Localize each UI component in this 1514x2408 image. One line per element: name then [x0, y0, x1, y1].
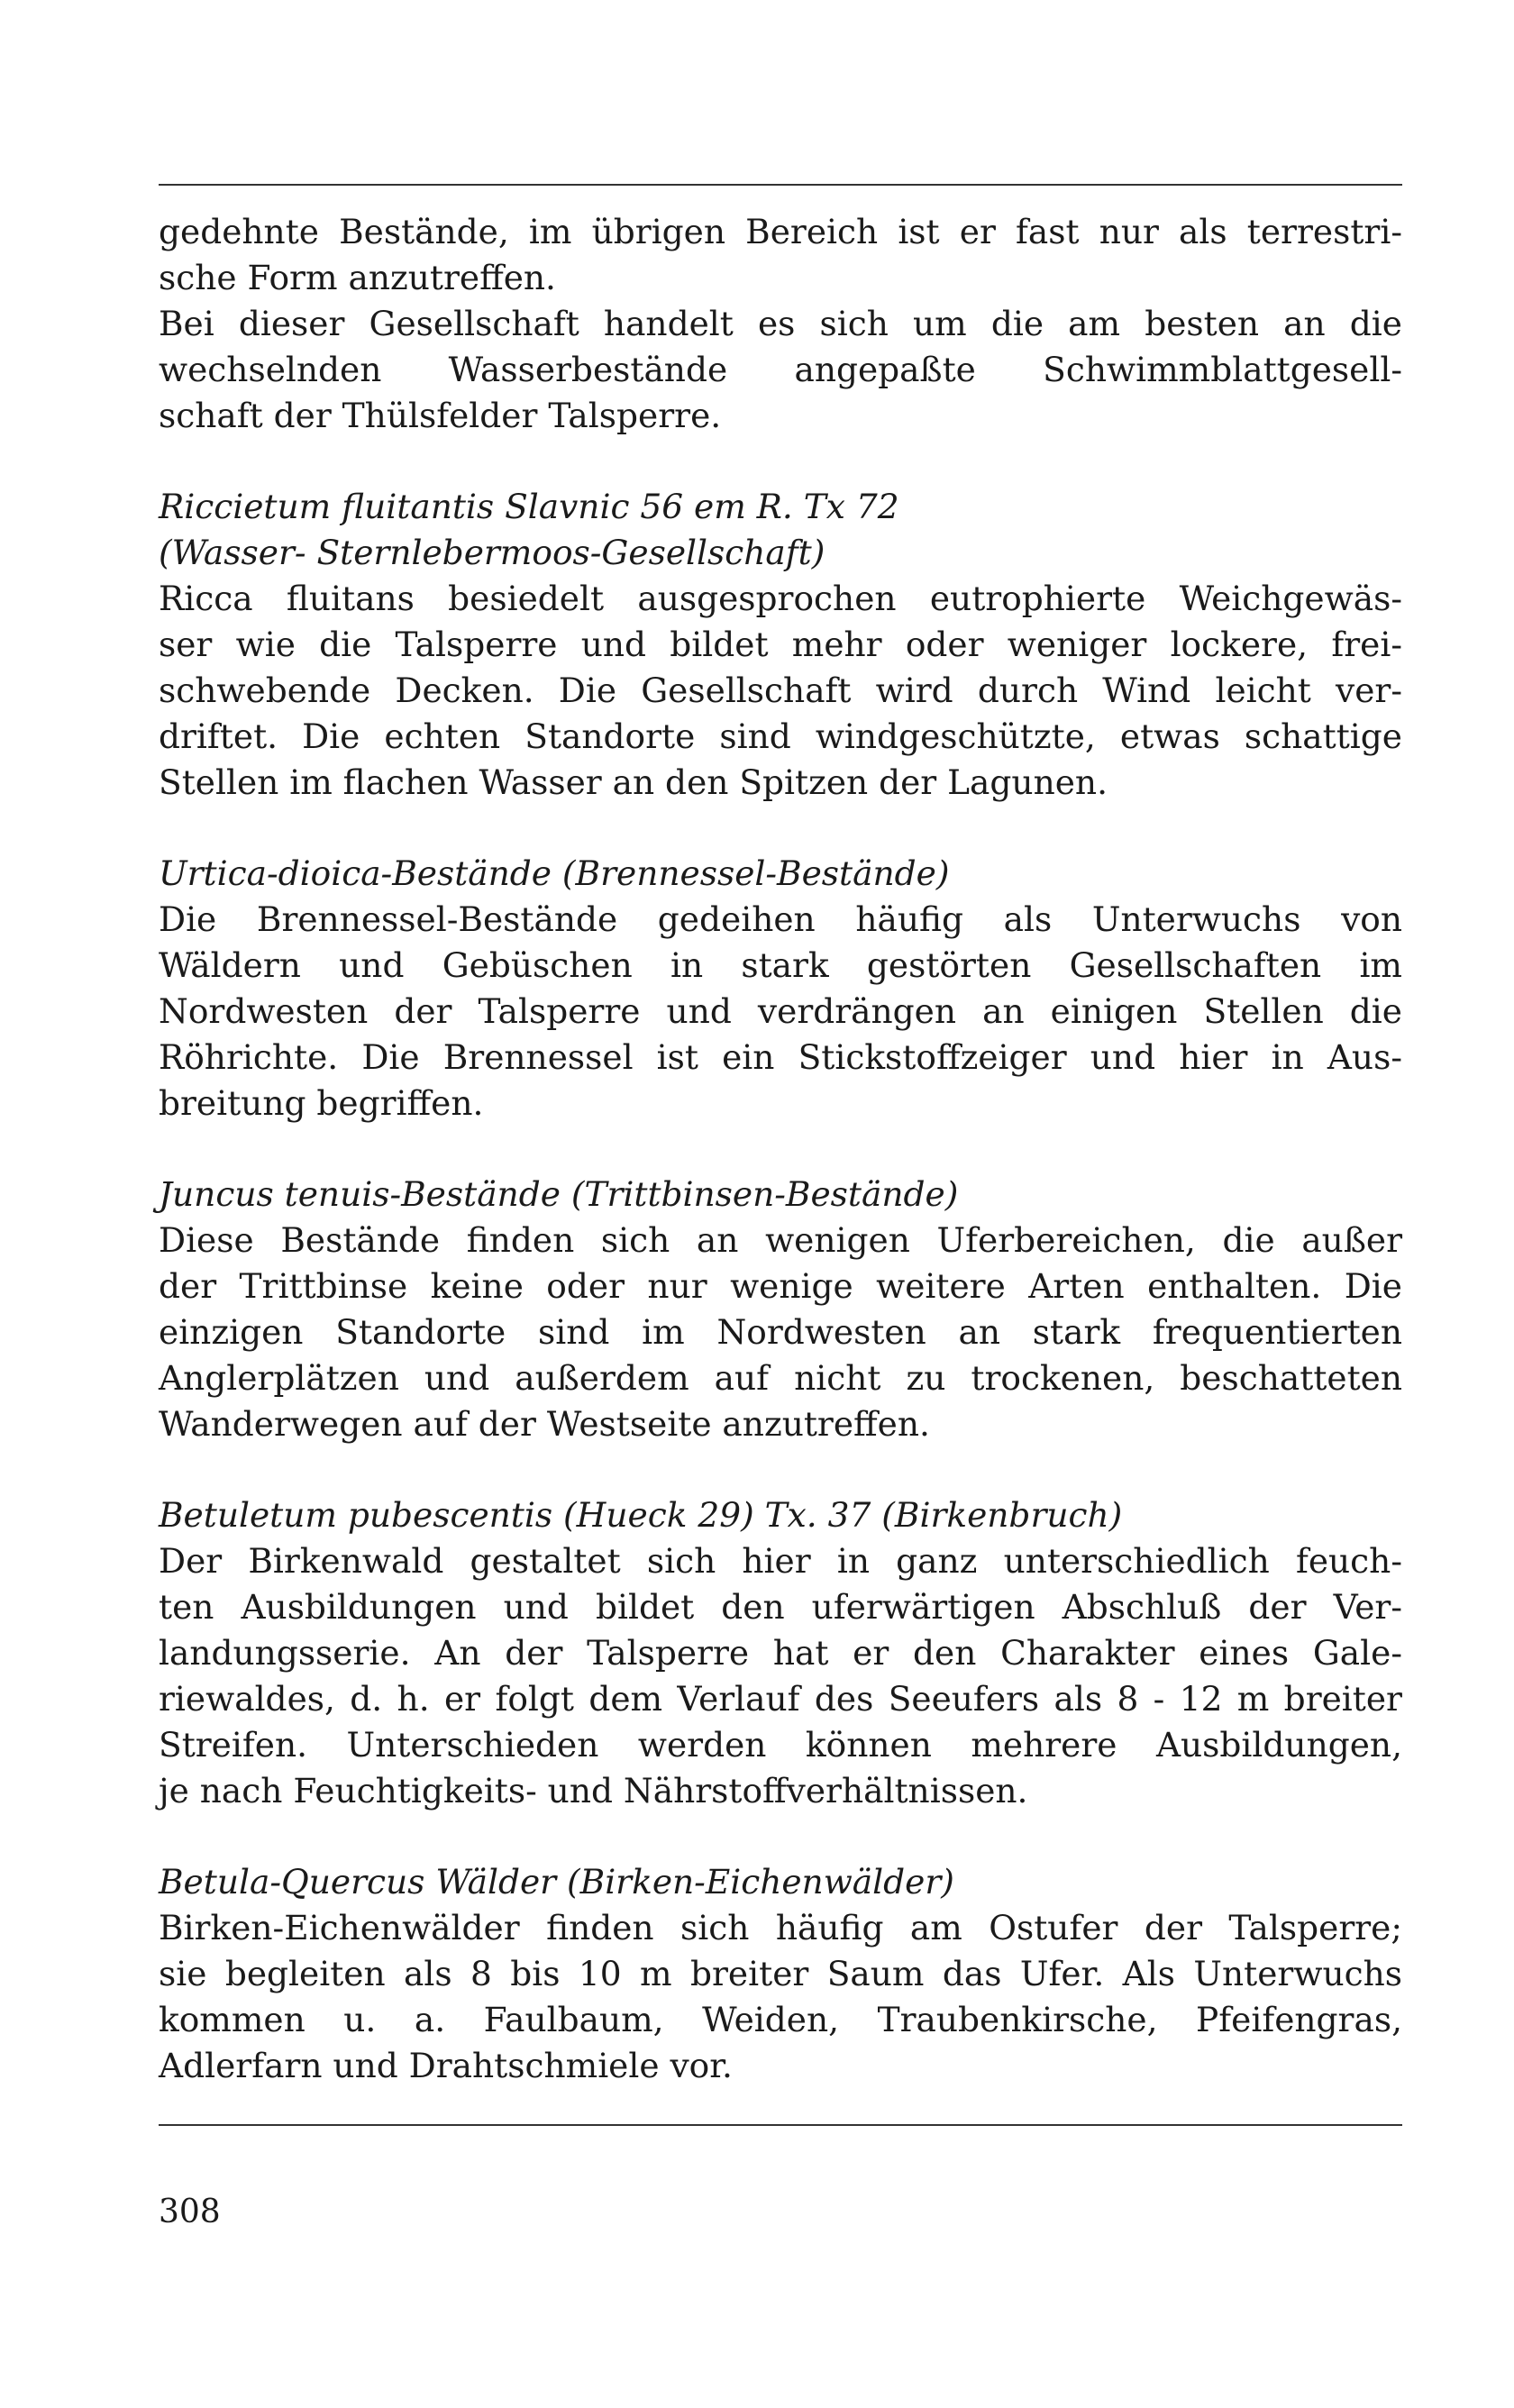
paragraph-line: Stellen im flachen Wasser an den Spitzen der Lagunen. [159, 762, 1108, 802]
paragraph-line: Bei dieser Gesellschaft handelt es sich um die am besten an die [159, 304, 1402, 343]
paragraph-line: ten Ausbildungen und bildet den uferwärtigen Abschluß der Ver- [159, 1587, 1402, 1627]
paragraph-line: Röhrichte. Die Brennessel ist ein Stickstoffzeiger und hier in Aus- [159, 1037, 1402, 1077]
text-section [159, 484, 1402, 806]
paragraph-line: riewaldes, d. h. er folgt dem Verlauf des Seeufers als 8 - 12 m breiter [159, 1679, 1402, 1719]
paragraph-line: wechselnden Wasserbestände angepaßte Schwimmblattgesell- [159, 350, 1402, 389]
paragraph-line: landungsserie. An der Talsperre hat er den Charakter eines Gale- [159, 1633, 1402, 1673]
paragraph-line: sie begleiten als 8 bis 10 m breiter Saum das Ufer. Als Unterwuchs [159, 1954, 1402, 1993]
paragraph-line: einzigen Standorte sind im Nordwesten an stark frequentierten [159, 1312, 1402, 1352]
page-number: 308 [159, 2194, 221, 2230]
paragraph-line: sche Form anzutreffen. [159, 258, 556, 297]
paragraph-line: Diese Bestände finden sich an wenigen Uferbereichen, die außer [159, 1220, 1402, 1260]
paragraph-line: Wanderwegen auf der Westseite anzutreffen. [159, 1404, 930, 1444]
paragraph-line: Ricca fluitans besiedelt ausgesprochen eutrophierte Weichgewäs- [159, 579, 1402, 618]
section-heading-line: Urtica-dioica-Bestände (Brennessel-Bestände) [159, 853, 950, 893]
section-heading-line: Juncus tenuis-Bestände (Trittbinsen-Bestände) [159, 1174, 959, 1214]
paragraph-line: kommen u. a. Faulbaum, Weiden, Traubenkirsche, Pfeifengras, [159, 2000, 1402, 2039]
paragraph-line: gedehnte Bestände, im übrigen Bereich ist er fast nur als terrestri- [159, 212, 1402, 251]
section-heading-line: Betuletum pubescentis (Hueck 29) Tx. 37 (Birkenbruch) [159, 1495, 1123, 1535]
paragraph-line: breitung begriffen. [159, 1083, 484, 1123]
section-heading-line: (Wasser- Sternlebermoos-Gesellschaft) [159, 533, 825, 572]
paragraph-line: ser wie die Talsperre und bildet mehr oder weniger lockere, frei- [159, 625, 1402, 664]
paragraph-line: je nach Feuchtigkeits- und Nährstoffverhältnissen. [159, 1771, 1028, 1811]
paragraph-line: Birken-Eichenwälder finden sich häufig am Ostufer der Talsperre; [159, 1908, 1402, 1947]
top-rule [159, 184, 1402, 186]
paragraph-line: driftet. Die echten Standorte sind windgeschützte, etwas schattige [159, 716, 1402, 756]
text-section [159, 1859, 1402, 2089]
bottom-rule [159, 2124, 1402, 2126]
paragraph-line: Wäldern und Gebüschen in stark gestörten Gesellschaften im [159, 945, 1402, 985]
body-text [159, 209, 1402, 2134]
paragraph-line: Adlerfarn und Drahtschmiele vor. [159, 2046, 733, 2085]
paragraph-line: Die Brennessel-Bestände gedeihen häufig als Unterwuchs von [159, 899, 1402, 939]
paragraph-line: Streifen. Unterschieden werden können mehrere Ausbildungen, [159, 1725, 1402, 1765]
text-section [159, 1492, 1402, 1814]
paragraph-line: Anglerplätzen und außerdem auf nicht zu trockenen, beschatteten [159, 1358, 1402, 1398]
text-section [159, 851, 1402, 1126]
paragraph-line: schwebende Decken. Die Gesellschaft wird durch Wind leicht ver- [159, 670, 1402, 710]
book-page [159, 0, 1402, 2408]
paragraph-line: der Trittbinse keine oder nur wenige weitere Arten enthalten. Die [159, 1266, 1402, 1306]
paragraph-line: Der Birkenwald gestaltet sich hier in ganz unterschiedlich feuch- [159, 1541, 1402, 1581]
text-section [159, 1172, 1402, 1447]
paragraph-line: schaft der Thülsfelder Talsperre. [159, 396, 722, 435]
section-heading-line: Riccietum fluitantis Slavnic 56 em R. Tx 72 [159, 487, 899, 526]
section-heading-line: Betula-Quercus Wälder (Birken-Eichenwälder) [159, 1862, 954, 1902]
paragraph-line: Nordwesten der Talsperre und verdrängen an einigen Stellen die [159, 991, 1402, 1031]
text-section [159, 209, 1402, 439]
